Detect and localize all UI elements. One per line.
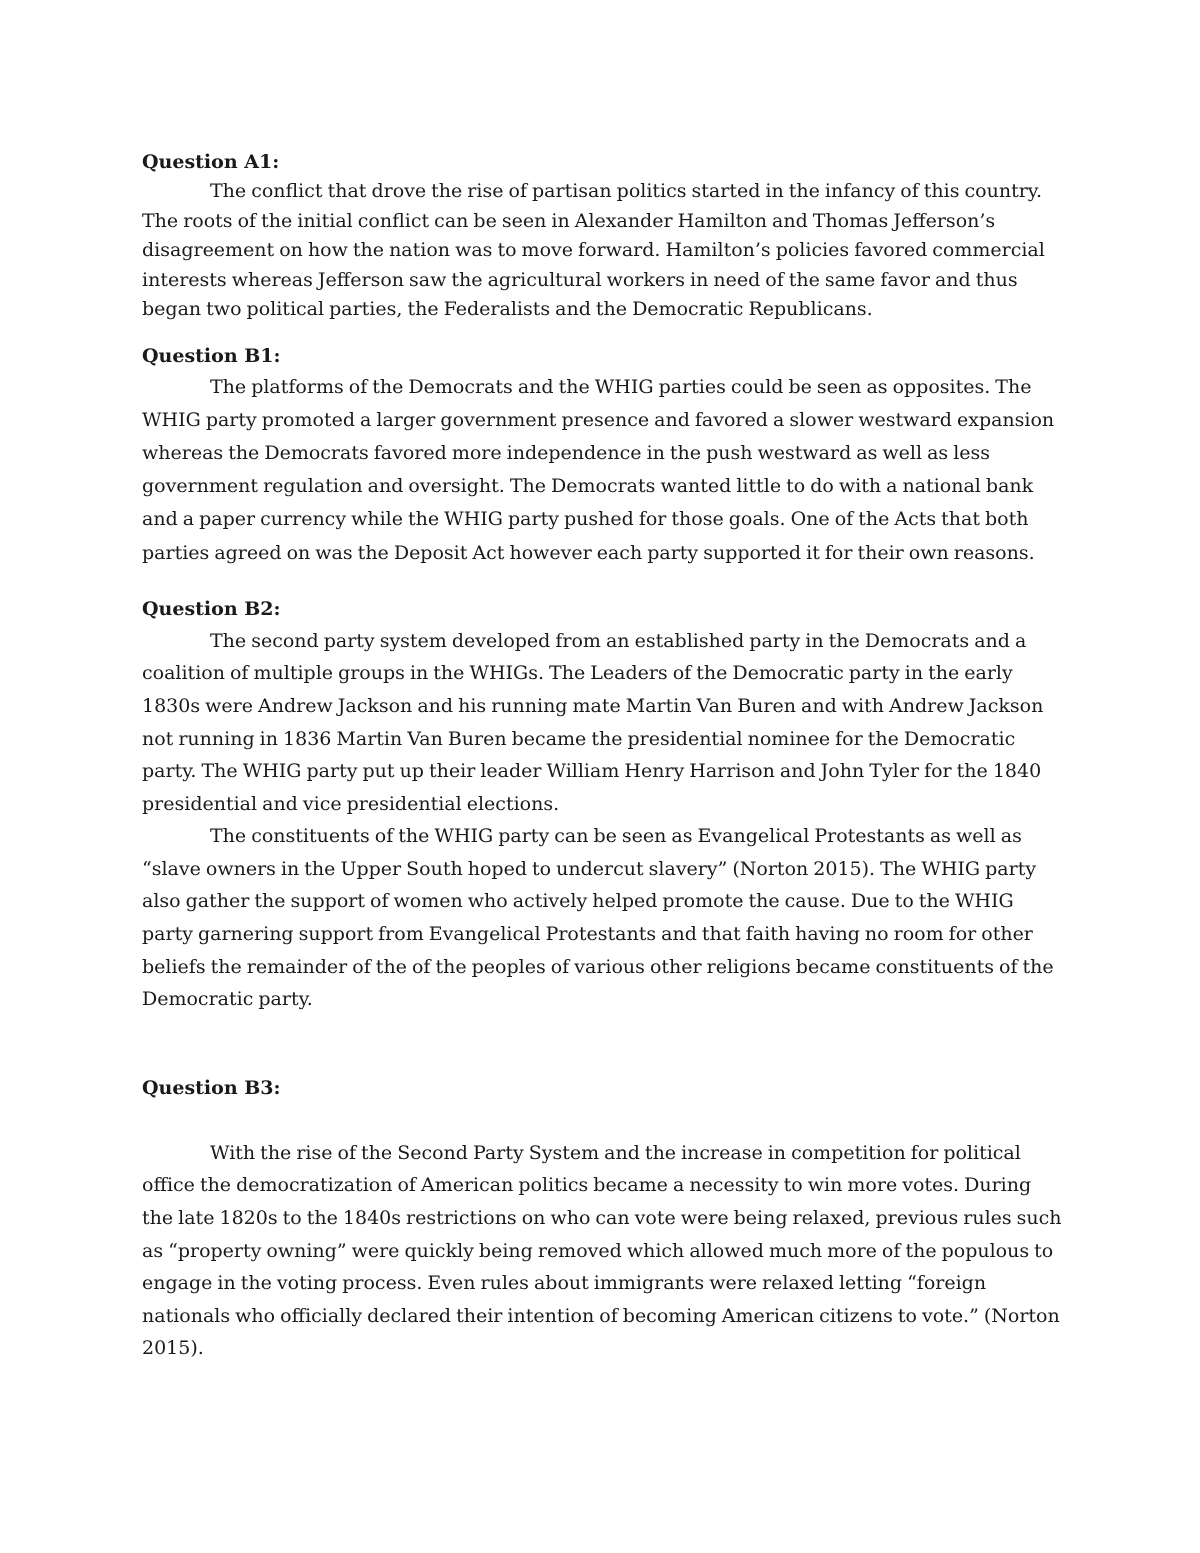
section-heading: Question A1: [142, 151, 280, 173]
paragraph: The second party system developed from an established party in the Democrats and a coalition of multiple groups in the WHIGs. The Leaders of the Democratic party in the early 1830s were Andrew Jackson and his running mate Martin Van Buren and with Andrew Jackson not running in 1836 Martin Van Buren became the presidential nominee for the Democratic party. The WHIG party put up their leader William Henry Harrison and John Tyler for the 1840 presidential and vice presidential elections. [142, 629, 1044, 815]
paragraph: The constituents of the WHIG party can be seen as Evangelical Protestants as well as “slave owners in the Upper South hoped to undercut slavery” (Norton 2015). The WHIG party also gather the support of women who actively helped promote the cause. Due to the WHIG party garnering support from Evangelical Protestants and that faith having no room for other beliefs the remainder of the of the peoples of various other religions became constituents of the Democratic party. [142, 825, 1054, 1011]
section-question-b2 [142, 593, 1062, 1016]
document-page [142, 148, 1062, 1365]
paragraph: The platforms of the Democrats and the WHIG parties could be seen as opposites. The WHIG party promoted a larger government presence and favored a slower westward expansion whereas the Democrats favored more independence in the push westward as well as less government regulation and oversight. The Democrats wanted little to do with a national bank and a paper currency while the WHIG party pushed for those goals. One of the Acts that both parties agreed on was the Deposit Act however each party supported it for their own reasons. [142, 375, 1055, 564]
section-heading: Question B2: [142, 597, 281, 620]
paragraph: The conflict that drove the rise of partisan politics started in the infancy of this country. The roots of the initial conflict can be seen in Alexander Hamilton and Thomas Jefferson’s disagreement on how the nation was to move forward. Hamilton’s policies favored commercial interests whereas Jefferson saw the agricultural workers in need of the same favor and thus began two political parties, the Federalists and the Democratic Republicans. [142, 180, 1045, 320]
section-question-b1 [142, 342, 1062, 570]
section-question-b3 [142, 1072, 1062, 1365]
section-question-a1 [142, 148, 1062, 325]
section-heading: Question B1: [142, 344, 281, 367]
section-heading: Question B3: [142, 1076, 281, 1099]
paragraph: With the rise of the Second Party System and the increase in competition for political office the democratization of American politics became a necessity to win more votes. During the late 1820s to the 1840s restrictions on who can vote were being relaxed, previous rules such as “property owning” were quickly being removed which allowed much more of the populous to engage in the voting process. Even rules about immigrants were relaxed letting “foreign nationals who officially declared their intention of becoming American citizens to vote.” (Norton 2015). [142, 1141, 1062, 1360]
